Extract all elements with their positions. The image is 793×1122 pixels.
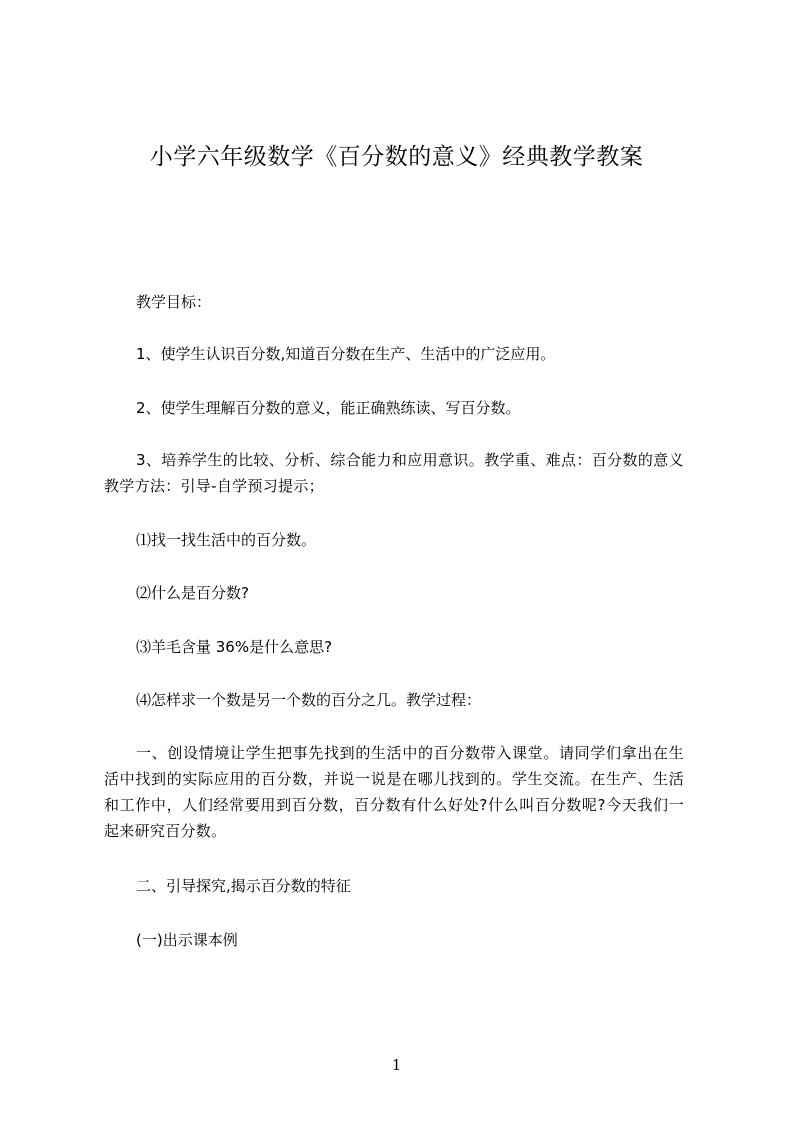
paragraph-subsection-1: (一)出示课本例 — [136, 931, 238, 949]
document-title: 小学六年级数学《百分数的意义》经典教学教案 — [149, 144, 644, 170]
paragraph-teaching-goals: 教学目标： — [136, 293, 212, 311]
paragraph-question-1: ⑴找一找生活中的百分数。 — [136, 531, 317, 549]
page-number: 1 — [391, 1056, 402, 1074]
paragraph-question-4: ⑷怎样求一个数是另一个数的百分之几。教学过程： — [136, 691, 482, 709]
paragraph-section-1: 一、创设情境让学生把事先找到的生活中的百分数带入课堂。请同学们拿出在生活中找到的实际应用的百分数，并说一说是在哪儿找到的。学生交流。在生产、生活和工作中，人们经常要用到百分数，百分数有什么好处?什么叫百分数呢?今天我们一起来研究百分数。 — [104, 744, 684, 840]
paragraph-goal-3: 3、培养学生的比较、分析、综合能力和应用意识。教学重、难点：百分数的意义 教学方法：引导-自学预习提示； — [104, 451, 684, 495]
paragraph-section-2: 二、引导探究,揭示百分数的特征 — [136, 877, 351, 895]
paragraph-goal-1: 1、使学生认识百分数,知道百分数在生产、生活中的广泛应用。 — [136, 345, 556, 363]
paragraph-question-2: ⑵什么是百分数? — [136, 584, 249, 602]
paragraph-question-3: ⑶羊毛含量 36%是什么意思? — [136, 638, 333, 656]
paragraph-goal-2: 2、使学生理解百分数的意义，能正确熟练读、写百分数。 — [136, 399, 521, 417]
